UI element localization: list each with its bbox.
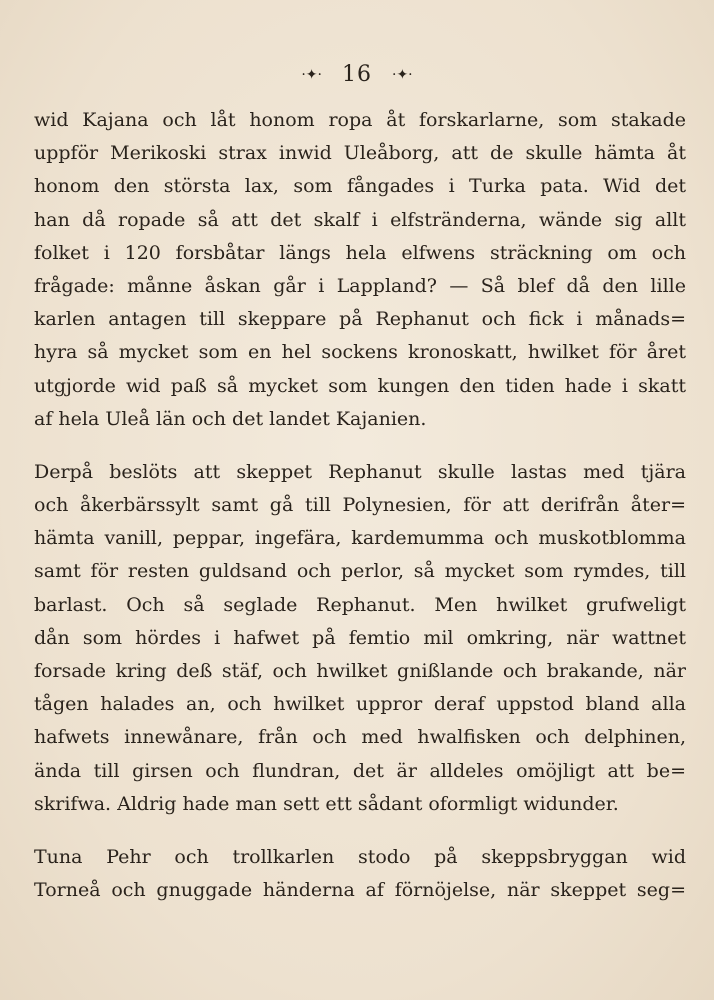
text-line: folket i 120 forsbåtar längs hela elfwens sträckning om och <box>34 241 686 264</box>
text-line: wid Kajana och låt honom ropa åt forskarlarne, som stakade <box>34 109 686 131</box>
page-number: 16 <box>342 62 372 87</box>
text-line: han då ropade så att det skalf i elfstränderna, wände sig allt <box>34 208 686 231</box>
text-line: samt för resten guldsand och perlor, så mycket som rymdes, till <box>34 560 686 583</box>
text-line: karlen antagen till skeppare på Rephanut och fick i månads= <box>34 308 686 331</box>
text-line: af hela Uleå län och det landet Kajanien. <box>34 407 427 430</box>
text-line: skrifwa. Aldrig hade man sett ett sådant oformligt widunder. <box>34 792 619 815</box>
page-header <box>0 62 714 87</box>
text-line: och åkerbärssylt samt gå till Polynesien, för att derifrån åter= <box>34 494 686 517</box>
text-line: ända till girsen och flundran, det är alldeles omöjligt att be= <box>34 759 686 782</box>
text-line: hyra så mycket som en hel sockens kronoskatt, hwilket för året <box>34 341 686 364</box>
paragraph-gap <box>34 436 686 456</box>
body-text <box>34 104 686 907</box>
text-line: barlast. Och så seglade Rephanut. Men hwilket grufweligt <box>34 593 686 616</box>
text-line: dån som hördes i hafwet på femtio mil omkring, när wattnet <box>34 626 686 649</box>
paragraph-2 <box>34 456 686 821</box>
text-line: Torneå och gnuggade händerna af förnöjelse, när skeppet seg= <box>34 879 686 902</box>
paragraph-3 <box>34 841 686 907</box>
text-line: tågen halades an, och hwilket uppror deraf uppstod bland alla <box>34 693 686 716</box>
ornament-right-icon: ·✦· <box>392 67 413 83</box>
text-line: uppför Merikoski strax inwid Uleåborg, att de skulle hämta åt <box>34 142 686 165</box>
text-line: forsade kring deß stäf, och hwilket gnißlande och brakande, när <box>34 660 686 682</box>
text-line: hafwets innewånare, från och med hwalfisken och delphinen, <box>34 726 686 749</box>
paragraph-gap <box>34 821 686 841</box>
text-line: Tuna Pehr och trollkarlen stodo på skeppsbryggan wid <box>34 845 686 868</box>
text-line: Derpå beslöts att skeppet Rephanut skulle lastas med tjära <box>34 460 686 483</box>
text-line: frågade: månne åskan går i Lappland? — Så blef då den lille <box>34 274 686 297</box>
ornament-left-icon: ·✦· <box>301 67 322 83</box>
text-line: hämta vanill, peppar, ingefära, kardemumma och muskotblomma <box>34 527 686 550</box>
paragraph-1 <box>34 104 686 436</box>
text-line: utgjorde wid paß så mycket som kungen den tiden hade i skatt <box>34 374 686 397</box>
text-line: honom den största lax, som fångades i Turka pata. Wid det <box>34 175 686 198</box>
